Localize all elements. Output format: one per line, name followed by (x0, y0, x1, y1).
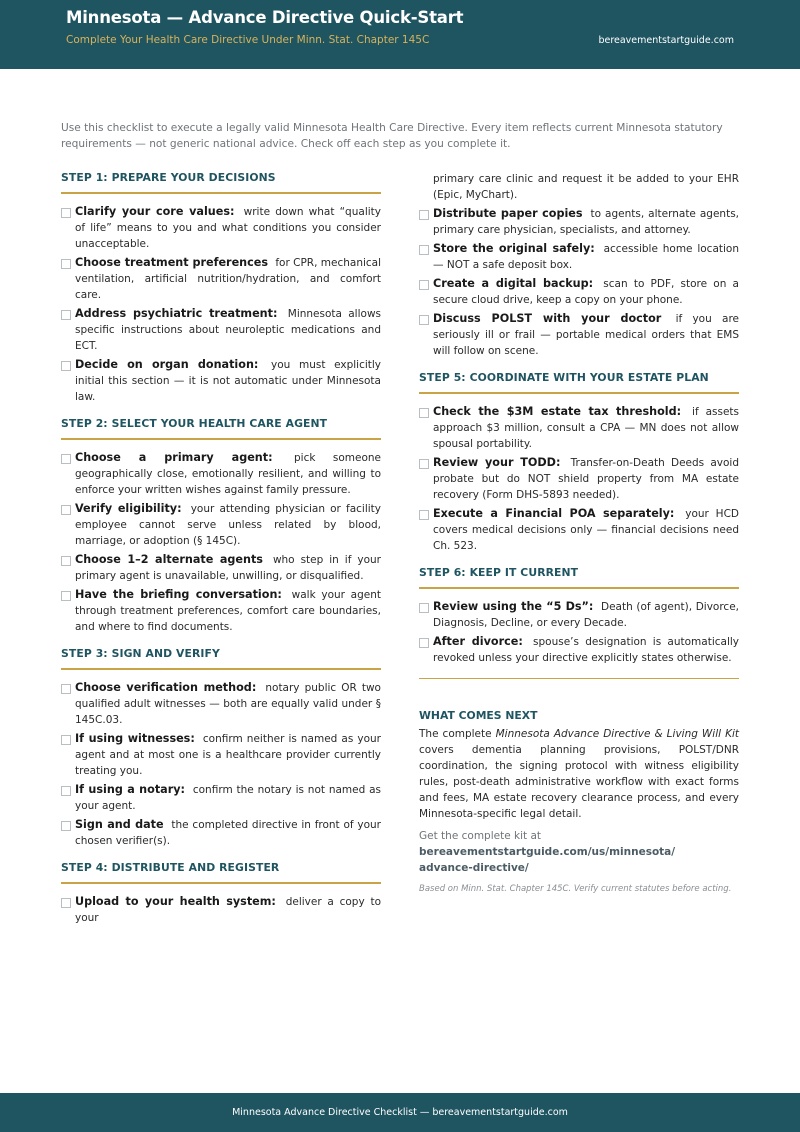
checkbox[interactable] (419, 245, 429, 255)
item-lead: After divorce: (433, 635, 523, 648)
item-lead: Execute a Financial POA separately: (433, 507, 675, 520)
item-text: if you are seriously ill or frail — portable medical orders that EMS will follow on scene. (433, 313, 740, 357)
step-6 (419, 566, 739, 666)
checkbox[interactable] (61, 310, 71, 320)
page-header (0, 0, 800, 69)
checklist-item[interactable] (419, 599, 739, 631)
page-footer (0, 1093, 800, 1132)
checklist-item[interactable] (419, 404, 739, 452)
checklist-item[interactable] (61, 255, 381, 303)
item-text: pick someone geographically close, emotionally resilient, and willing to enforce your written wishes against family pressure. (75, 452, 381, 496)
item-lead: Choose a primary agent: (75, 451, 273, 464)
checklist-item[interactable] (61, 817, 381, 849)
checklist-item[interactable] (61, 204, 381, 252)
item-text: confirm the notary is not named as your agent. (75, 784, 381, 812)
item-lead: Choose verification method: (75, 681, 257, 694)
item-lead: Choose treatment preferences (75, 256, 269, 269)
fine-print: Based on Minn. Stat. Chapter 145C. Verify current statutes before acting. (419, 884, 732, 894)
checkbox[interactable] (419, 638, 429, 648)
site-link[interactable]: bereavementstartguide.com (598, 35, 734, 46)
step-heading: STEP 6: KEEP IT CURRENT (419, 566, 739, 589)
checklist-item[interactable] (419, 311, 739, 359)
kit-link-line-2[interactable]: advance-directive/ (419, 862, 529, 874)
checklist-item[interactable] (61, 782, 381, 814)
checkbox[interactable] (61, 361, 71, 371)
next-heading: WHAT COMES NEXT (419, 709, 538, 722)
next-body (419, 726, 739, 822)
item-continuation: primary care clinic and request it be added to your EHR (Epic, MyChart). (433, 173, 739, 201)
checklist-item[interactable] (61, 680, 381, 728)
item-lead: Distribute paper copies (433, 207, 583, 220)
item-text: notary public OR two qualified adult witnesses — both are equally valid under § 145C.03. (75, 682, 381, 726)
item-text: your HCD covers medical decisions only — financial decisions need Ch. 523. (433, 508, 739, 552)
intro-text: Use this checklist to execute a legally valid Minnesota Health Care Directive. Every item reflects current Minnesota statutory requirements — not generic national advice. Check off each step as you complete it. (61, 122, 723, 150)
item-lead: Clarify your core values: (75, 205, 235, 218)
item-text: if assets approach $3 million, consult a CPA — MN does not allow spousal portability. (433, 406, 739, 450)
item-lead: Have the briefing conversation: (75, 588, 282, 601)
checkbox[interactable] (61, 821, 71, 831)
step-1 (61, 171, 381, 405)
item-lead: Address psychiatric treatment: (75, 307, 278, 320)
what-comes-next (419, 709, 739, 894)
item-lead: Upload to your health system: (75, 895, 276, 908)
step-2 (61, 417, 381, 635)
page-subtitle: Complete Your Health Care Directive Under Minn. Stat. Chapter 145C (66, 34, 430, 46)
item-text: Minnesota allows specific instructions about neuroleptic medications and ECT. (75, 308, 382, 352)
checkbox[interactable] (61, 735, 71, 745)
item-text: walk your agent through treatment preferences, comfort care boundaries, and where to find documents. (75, 589, 382, 633)
checklist-item[interactable] (419, 241, 739, 273)
item-text: Transfer-on-Death Deeds avoid probate but do NOT shield property from MA estate recovery (Form DHS-5893 needed). (433, 457, 740, 501)
item-text: to agents, alternate agents, primary care physician, specialists, and attorney. (433, 208, 740, 236)
step-heading: STEP 2: SELECT YOUR HEALTH CARE AGENT (61, 417, 381, 440)
item-lead: Choose 1–2 alternate agents (75, 553, 263, 566)
step-4 (61, 861, 381, 926)
checklist-item[interactable] (61, 587, 381, 635)
checkbox[interactable] (61, 454, 71, 464)
item-text: write down what “quality of life” means to you and what conditions you consider unacceptable. (75, 206, 381, 250)
right-column (419, 171, 739, 894)
checkbox[interactable] (419, 510, 429, 520)
item-text: who step in if your primary agent is unavailable, unwilling, or disqualified. (75, 554, 382, 582)
item-text: spouse’s designation is automatically revoked unless your directive explicitly states otherwise. (433, 636, 740, 664)
checkbox[interactable] (419, 408, 429, 418)
step-heading: STEP 5: COORDINATE WITH YOUR ESTATE PLAN (419, 371, 739, 394)
item-lead: Review your TODD: (433, 456, 561, 469)
item-lead: Store the original safely: (433, 242, 595, 255)
checkbox[interactable] (61, 208, 71, 218)
footer-text: Minnesota Advance Directive Checklist — bereavementstartguide.com (232, 1107, 568, 1118)
checkbox[interactable] (61, 556, 71, 566)
step-3 (61, 647, 381, 849)
checkbox[interactable] (419, 603, 429, 613)
item-text: you must explicitly initial this section — it is not automatic under Minnesota law. (75, 359, 382, 403)
checklist-item[interactable] (61, 552, 381, 584)
item-lead: Check the $3M estate tax threshold: (433, 405, 682, 418)
item-lead: Verify eligibility: (75, 502, 182, 515)
checkbox[interactable] (419, 459, 429, 469)
page-title: Minnesota — Advance Directive Quick-Start (66, 8, 464, 27)
checkbox[interactable] (61, 898, 71, 908)
checkbox[interactable] (61, 259, 71, 269)
step-heading: STEP 1: PREPARE YOUR DECISIONS (61, 171, 381, 194)
checklist-item[interactable] (61, 501, 381, 549)
kit-title: Minnesota Advance Directive & Living Will Kit (495, 728, 739, 740)
item-lead: Sign and date (75, 818, 164, 831)
item-lead: Discuss POLST with your doctor (433, 312, 662, 325)
kit-label: Get the complete kit at (419, 830, 542, 842)
step-heading: STEP 4: DISTRIBUTE AND REGISTER (61, 861, 381, 884)
checkbox[interactable] (61, 684, 71, 694)
step-heading: STEP 3: SIGN AND VERIFY (61, 647, 381, 670)
checklist-item[interactable] (419, 206, 739, 238)
item-text: the completed directive in front of your chosen verifier(s). (75, 819, 381, 847)
item-text: accessible home location — NOT a safe deposit box. (433, 243, 739, 271)
item-lead: Review using the “5 Ds”: (433, 600, 594, 613)
checklist-item[interactable] (61, 306, 381, 354)
checkbox[interactable] (61, 591, 71, 601)
checkbox[interactable] (61, 786, 71, 796)
item-lead: Create a digital backup: (433, 277, 594, 290)
item-text: deliver a copy to your (75, 896, 382, 924)
kit-link[interactable] (419, 844, 739, 876)
checkbox[interactable] (419, 315, 429, 325)
item-text: for CPR, mechanical ventilation, artificial nutrition/hydration, and comfort care. (75, 257, 382, 301)
item-text: scan to PDF, store on a secure cloud drive, keep a copy on your phone. (433, 278, 739, 306)
checklist-item[interactable] (419, 455, 739, 503)
item-text: confirm neither is named as your agent and at most one is a healthcare provider currently treating you. (75, 733, 381, 777)
checkbox[interactable] (419, 210, 429, 220)
checkbox[interactable] (419, 280, 429, 290)
item-lead: If using a notary: (75, 783, 186, 796)
kit-link-line-1[interactable]: bereavementstartguide.com/us/minnesota/ (419, 846, 676, 858)
section-divider (419, 678, 739, 679)
item-lead: If using witnesses: (75, 732, 195, 745)
checklist-item[interactable] (61, 450, 381, 498)
item-lead: Decide on organ donation: (75, 358, 259, 371)
checklist-item[interactable] (419, 634, 739, 666)
checklist-item[interactable] (61, 731, 381, 779)
step-5 (419, 371, 739, 554)
next-body-post: covers dementia planning provisions, POLST/DNR coordination, the signing protocol with witness eligibility rules, post-death administrative workflow with exact forms and fees, MA estate recovery clearance process, and every Minnesota-specific legal detail. (419, 744, 739, 820)
item-text: your attending physician or facility employee cannot serve unless related by blood, marriage, or adoption (§ 145C). (75, 503, 381, 547)
checklist-item[interactable] (419, 276, 739, 308)
checklist-item[interactable] (61, 894, 381, 926)
checklist-item[interactable] (61, 357, 381, 405)
item-text: Death (of agent), Divorce, Diagnosis, Decline, or every Decade. (433, 601, 739, 629)
checkbox[interactable] (61, 505, 71, 515)
next-body-pre: The complete (419, 728, 492, 740)
checklist-item[interactable] (419, 506, 739, 554)
left-column (61, 171, 381, 929)
